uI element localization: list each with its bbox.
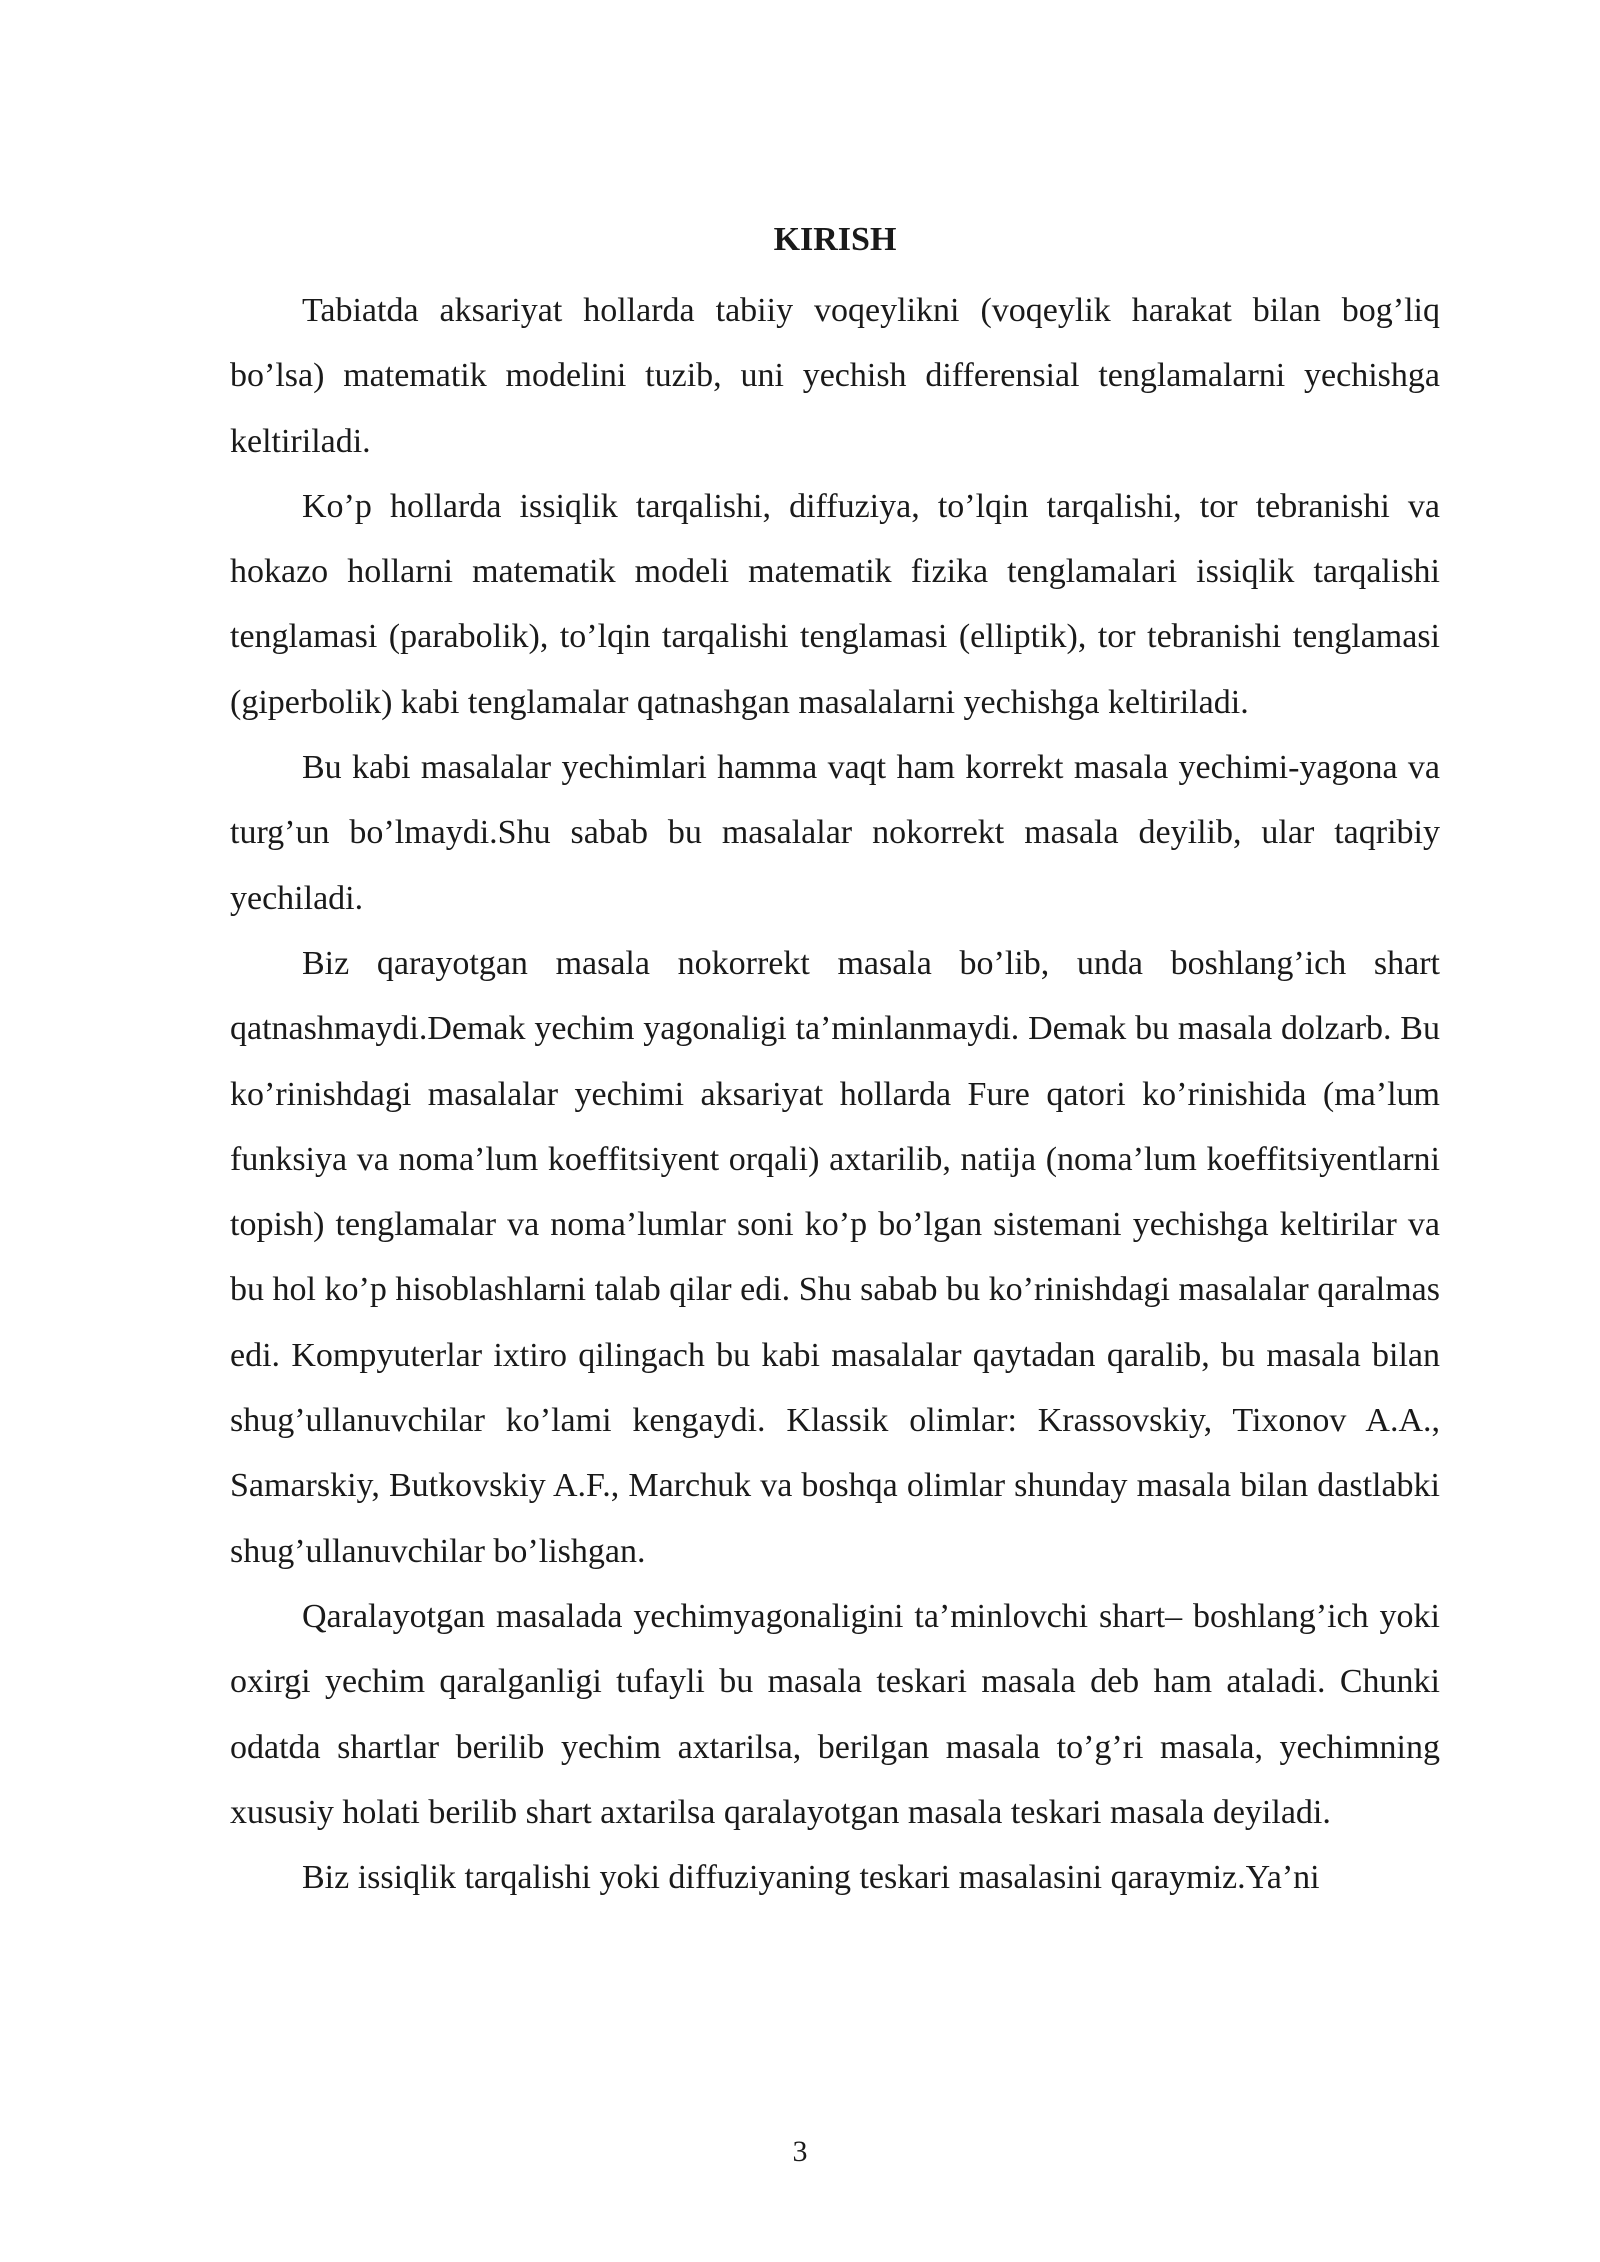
paragraph-6: Biz issiqlik tarqalishi yoki diffuziyaning teskari masalasini qaraymiz.Ya’ni [302, 1859, 1320, 1897]
paragraph-5: Qaralayotgan masalada yechimyagonaligini ta’minlovchi shart– boshlang’ich yoki oxirgi yechim qaralganligi tufayli bu masala teskari masala deb ham ataladi. Chunki odatda shartlar berilib yechim axtarilsa, berilgan masala to’g’ri masala, yechimning xususiy holati berilib shart axtarilsa qaralayotgan masala teskari masala deyiladi. [230, 1597, 1440, 1831]
paragraph-3: Bu kabi masalalar yechimlari hamma vaqt ham korrekt masala yechimi-yagona va turg’un bo’lmaydi.Shu sabab bu masalalar nokorrekt masala deyilib, ular taqribiy yechiladi. [230, 749, 1440, 917]
section-heading: KIRISH [773, 221, 897, 258]
paragraph-2: Ko’p hollarda issiqlik tarqalishi, diffuziya, to’lqin tarqalishi, tor tebranishi va hokazo hollarni matematik modeli matematik fizika tenglamalari issiqlik tarqalishi tenglamasi (parabolik), to’lqin tarqalishi tenglamasi (elliptik), tor tebranishi tenglamasi (giperbolik) kabi tenglamalar qatnashgan masalalarni yechishga keltiriladi. [230, 487, 1440, 721]
page-number: 3 [792, 2135, 808, 2168]
paragraph-4: Biz qarayotgan masala nokorrekt masala bo’lib, unda boshlang’ich shart qatnashmaydi.Demak yechim yagonaligi ta’minlanmaydi. Demak bu masala dolzarb. Bu ko’rinishdagi masalalar yechimi aksariyat hollarda Fure qatori ko’rinishida (ma’lum funksiya va noma’lum koeffitsiyent orqali) axtarilib, natija (noma’lum koeffitsiyentlarni topish) tenglamalar va noma’lumlar soni ko’p bo’lgan sistemani yechishga keltirilar va bu hol ko’p hisoblashlarni talab qilar edi. Shu sabab bu ko’rinishdagi masalalar qaralmas edi. Kompyuterlar ixtiro qilingach bu kabi masalalar qaytadan qaralib, bu masala bilan shug’ullanuvchilar ko’lami kengaydi. Klassik olimlar: Krassovskiy, Tixonov A.A., Samarskiy, Butkovskiy A.F., Marchuk va boshqa olimlar shunday masala bilan dastlabki shug’ullanuvchilar bo’lishgan. [230, 944, 1440, 1570]
paragraph-1: Tabiatda aksariyat hollarda tabiiy voqeylikni (voqeylik harakat bilan bog’liq bo’lsa) matematik modelini tuzib, uni yechish differensial tenglamalarni yechishga keltiriladi. [230, 292, 1440, 460]
page-body [230, 212, 1440, 1910]
